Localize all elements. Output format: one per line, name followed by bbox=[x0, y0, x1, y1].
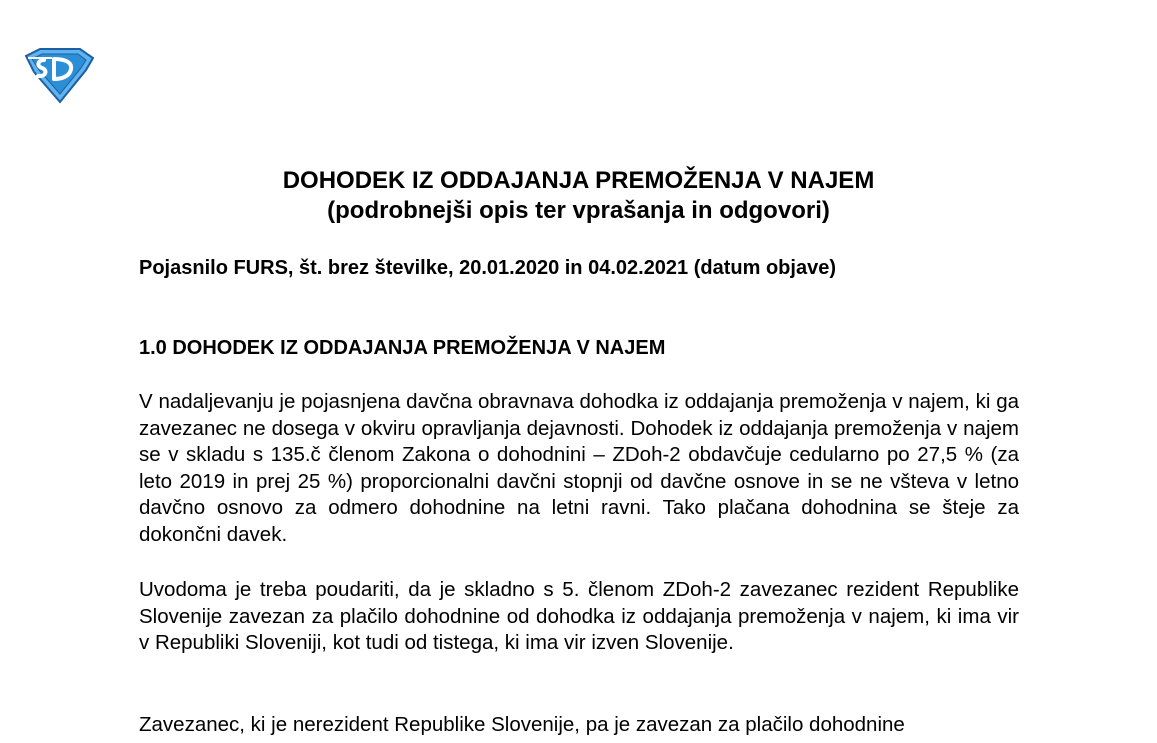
paragraph-3: Zavezanec, ki je nerezident Republike Slovenije, pa je zavezan za plačilo dohodnine bbox=[139, 713, 905, 736]
title-line-2: (podrobnejši opis ter vprašanja in odgovori) bbox=[327, 197, 830, 224]
furs-notice-line: Pojasnilo FURS, št. brez številke, 20.01.2020 in 04.02.2021 (datum objave) bbox=[139, 257, 836, 279]
section-heading: 1.0 DOHODEK IZ ODDAJANJA PREMOŽENJA V NAJEM bbox=[139, 337, 666, 359]
document-title bbox=[0, 166, 1157, 226]
paragraph-2: Uvodoma je treba poudariti, da je skladno s 5. členom ZDoh-2 zavezanec rezident Republike Slovenije zavezan za plačilo dohodnine od dohodka iz oddajanja premoženja v najem, ki ima vir v Republiki Sloveniji, kot tudi od tistega, ki ima vir izven Slovenije. bbox=[139, 578, 1019, 655]
shield-logo-icon bbox=[22, 46, 96, 104]
title-line-1: DOHODEK IZ ODDAJANJA PREMOŽENJA V NAJEM bbox=[282, 167, 875, 194]
paragraph-1: V nadaljevanju je pojasnjena davčna obravnava dohodka iz oddajanja premoženja v najem, ki ga zavezanec ne dosega v okviru opravljanja dejavnosti. Dohodek iz oddajanja premoženja v najem se v skladu s 135.č členom Zakona o dohodnini – ZDoh-2 obdavčuje cedularno po 27,5 % (za leto 2019 in prej 25 %) proporcionalni davčni stopnji od davčne osnove in se ne všteva v letno davčno osnovo za odmero dohodnine na letni ravni. Tako plačana dohodnina se šteje za dokončni davek. bbox=[139, 390, 1019, 546]
